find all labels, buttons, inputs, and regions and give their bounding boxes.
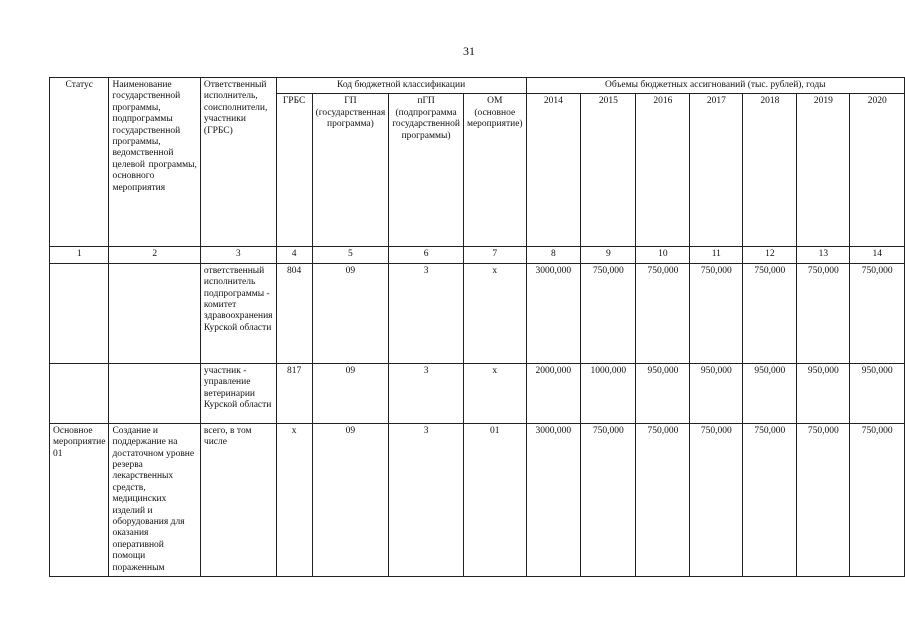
column-number: 2 bbox=[109, 247, 200, 263]
page-number: 31 bbox=[463, 44, 475, 58]
column-number: 13 bbox=[797, 247, 850, 263]
cell-volume: 2000,000 bbox=[526, 363, 581, 423]
cell-volume: 750,000 bbox=[850, 423, 905, 576]
header-year: 2015 bbox=[581, 94, 636, 247]
column-number: 14 bbox=[850, 247, 905, 263]
cell-gp: 09 bbox=[312, 423, 389, 576]
column-number: 1 bbox=[50, 247, 109, 263]
column-number: 3 bbox=[200, 247, 276, 263]
budget-table bbox=[49, 77, 905, 577]
column-number: 4 bbox=[276, 247, 312, 263]
cell-volume: 950,000 bbox=[797, 363, 850, 423]
cell-status: Основное мероприятие 01 bbox=[50, 423, 109, 576]
cell-volume: 750,000 bbox=[797, 423, 850, 576]
cell-volume: 750,000 bbox=[636, 263, 690, 363]
cell-volume: 950,000 bbox=[636, 363, 690, 423]
cell-pgp: 3 bbox=[389, 423, 464, 576]
column-number: 5 bbox=[312, 247, 389, 263]
cell-gp: 09 bbox=[312, 363, 389, 423]
header-budget-code: Код бюджетной классификации bbox=[276, 78, 526, 94]
cell-volume: 750,000 bbox=[581, 263, 636, 363]
cell-volume: 750,000 bbox=[636, 423, 690, 576]
cell-volume: 1000,000 bbox=[581, 363, 636, 423]
cell-grbs: 804 bbox=[276, 263, 312, 363]
header-pgp: пГП (подпрограмма государственной программы) bbox=[389, 94, 464, 247]
cell-responsible: участник - управление ветеринарии Курской области bbox=[200, 363, 276, 423]
header-grbs: ГРБС bbox=[276, 94, 312, 247]
header-year: 2019 bbox=[797, 94, 850, 247]
cell-om: х bbox=[463, 263, 526, 363]
cell-program-name bbox=[109, 263, 200, 363]
cell-pgp: 3 bbox=[389, 363, 464, 423]
header-om: ОМ (основное мероприятие) bbox=[463, 94, 526, 247]
column-number: 12 bbox=[743, 247, 797, 263]
cell-volume: 750,000 bbox=[850, 263, 905, 363]
column-number: 6 bbox=[389, 247, 464, 263]
cell-volume: 3000,000 bbox=[526, 263, 581, 363]
header-responsible: Ответственный исполнитель, соисполнители, участники (ГРБС) bbox=[200, 78, 276, 247]
cell-volume: 750,000 bbox=[690, 263, 743, 363]
cell-pgp: 3 bbox=[389, 263, 464, 363]
cell-status bbox=[50, 363, 109, 423]
cell-program-name bbox=[109, 363, 200, 423]
cell-grbs: 817 bbox=[276, 363, 312, 423]
cell-volume: 750,000 bbox=[743, 423, 797, 576]
cell-volume: 950,000 bbox=[850, 363, 905, 423]
table-row bbox=[50, 263, 905, 363]
cell-volume: 950,000 bbox=[743, 363, 797, 423]
cell-volume: 750,000 bbox=[581, 423, 636, 576]
cell-program-name: Создание и поддержание на достаточном уровне резерва лекарственных средств, медицинских изделий и оборудования для оказания оперативной помощи пораженным bbox=[109, 423, 200, 576]
column-number-row bbox=[50, 247, 905, 263]
header-year: 2016 bbox=[636, 94, 690, 247]
cell-om: 01 bbox=[463, 423, 526, 576]
cell-volume: 3000,000 bbox=[526, 423, 581, 576]
header-year: 2020 bbox=[850, 94, 905, 247]
column-number: 8 bbox=[526, 247, 581, 263]
header-year: 2018 bbox=[743, 94, 797, 247]
cell-volume: 950,000 bbox=[690, 363, 743, 423]
cell-grbs: х bbox=[276, 423, 312, 576]
header-status: Статус bbox=[50, 78, 109, 247]
table-row bbox=[50, 363, 905, 423]
cell-om: х bbox=[463, 363, 526, 423]
cell-gp: 09 bbox=[312, 263, 389, 363]
cell-responsible: ответственный исполнитель подпрограммы - комитет здравоохранения Курской области bbox=[200, 263, 276, 363]
header-program-name: Наименование государственной программы, подпрограммы государственной программы, ведомственной целевой программы, основного мероприятия bbox=[109, 78, 200, 247]
header-gp: ГП (государственная программа) bbox=[312, 94, 389, 247]
cell-status bbox=[50, 263, 109, 363]
header-volumes: Объемы бюджетных ассигнований (тыс. рублей), годы bbox=[526, 78, 904, 94]
cell-volume: 750,000 bbox=[743, 263, 797, 363]
cell-responsible: всего, в том числе bbox=[200, 423, 276, 576]
cell-volume: 750,000 bbox=[690, 423, 743, 576]
table-row bbox=[50, 423, 905, 576]
column-number: 10 bbox=[636, 247, 690, 263]
header-row-top bbox=[50, 78, 905, 94]
header-year: 2017 bbox=[690, 94, 743, 247]
header-year: 2014 bbox=[526, 94, 581, 247]
column-number: 9 bbox=[581, 247, 636, 263]
column-number: 7 bbox=[463, 247, 526, 263]
cell-volume: 750,000 bbox=[797, 263, 850, 363]
column-number: 11 bbox=[690, 247, 743, 263]
